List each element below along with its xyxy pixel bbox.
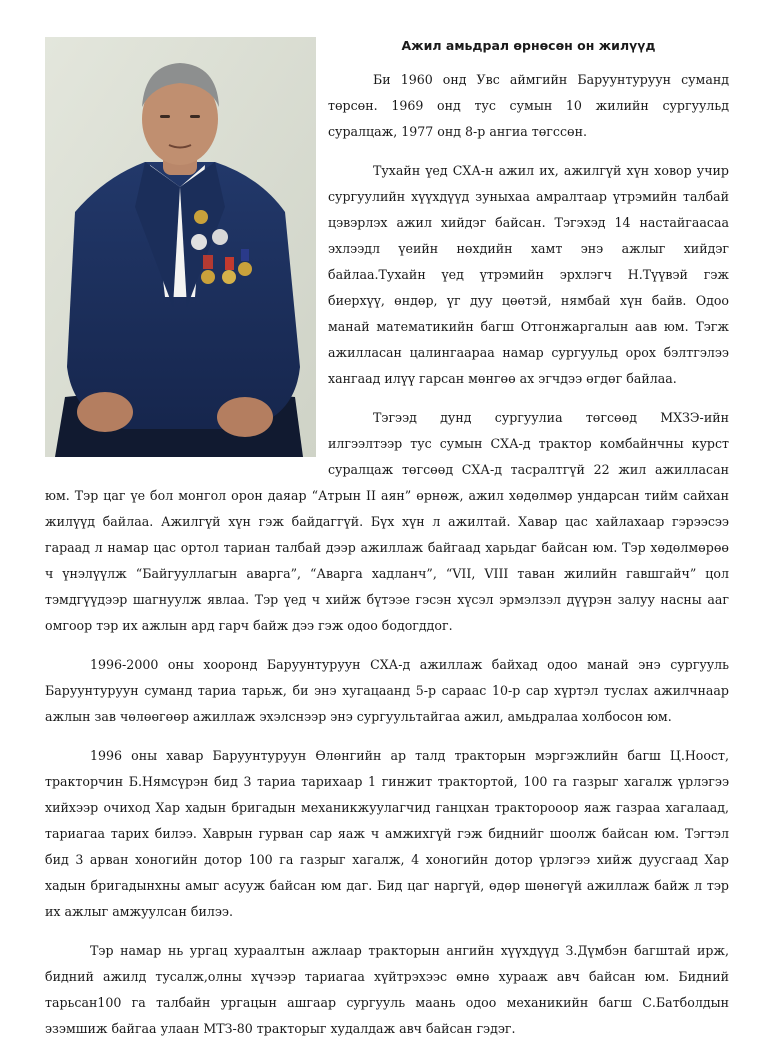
paragraph-6: Тэр намар нь ургац хураалтын ажлаар тракторын ангийн хүүхдүүд З.Дүмбэн багштай ирж, бидний ажилд тусалж,олны хүчээр тариагаа хүйтрэхээс өмнө хурааж авч байсан юм. Бидний тарьсан100 га талбайн ургацын ашгаар сургууль маань одоо механикийн багш С.Батболдын эзэмшиж байгаа улаан МТЗ-80 тракторыг худалдаж авч байсан гэдэг. [45, 943, 729, 1036]
paragraph-1: Би 1960 онд Увс аймгийн Баруунтуруун суманд төрсөн. 1969 онд тус сумын 10 жилийн сургуульд суралцаж, 1977 онд 8-р ангиа төгссөн. [328, 72, 729, 139]
paragraph-2: Тухайн үед СХА-н ажил их, ажилгүй хүн ховор учир сургуулийн хүүхдүүд зуныхаа амралтаар үтрэмийн талбай цэвэрлэх ажил хийдэг байсан. Тэгэхэд 14 настайгаасаа эхлээдл үеийн нөхдийн хамт энэ ажлыг хийдэг байлаа.Тухайн үед үтрэмийн эрхлэгч Н.Түүвэй гэж биерхүү, өндөр, үг дуу цөөтэй, нямбай хүн байв. Одоо манай математикийн багш Отгонжаргалын аав юм. Тэгж ажилласан цалингаараа намар сургуульд орох бэлтгэлээ хангаад илүү гарсан мөнгөө ах эгчдээ өгдөг байлаа. [328, 163, 729, 386]
portrait-illustration [45, 37, 316, 457]
paragraph-3: Тэгээд дунд сургуулиа төгсөөд МХЗЭ-ийн илгээлтээр тус сумын СХА-д трактор комбайнчны курст суралцаж төгсөөд СХА-д тасралтгүй 22 жил ажилласан юм. Тэр цаг үе бол монгол орон даяар “Атрын II аян” өрнөж, ажил хөдөлмөр ундарсан тийм сайхан жилүүд байлаа. Ажилгүй хүн гэж байдаггүй. Бүх хүн л ажилтай. Хавар цас хайлахаар гэрээсээ гараад л намар цас ортол тариан талбай дээр ажиллаж байгаад харьдаг байсан юм. Тэр хөдөлмөрөө ч үнэлүүлж “Байгууллагын аварга”, “Аварга хадланч”, “VII, VIII таван жилийн гавшгайч” цол тэмдгүүдээр шагнуулж явлаа. Тэр үед ч хийж бүтээе гэсэн хүсэл эрмэлзэл дүүрэн залуу насны ааг омгоор тэр их ажлын ард гарч байж дээ гэж одоо бодогддог. [45, 410, 729, 633]
paragraph-4: 1996-2000 оны хооронд Баруунтуруун СХА-д ажиллаж байхад одоо манай энэ сургууль Баруунтуруун суманд тариа тарьж, би энэ хугацаанд 5-р сараас 10-р сар хүртэл туслах ажилчнаар ажлын зав чөлөөгөөр ажиллаж эхэлснээр энэ сургуультайгаа ажил, амьдралаа холбосон юм. [45, 657, 729, 724]
document-title: Ажил амьдрал өрнөсөн он жилүүд [401, 38, 656, 53]
paragraph-5: 1996 оны хавар Баруунтуруун Өлөнгийн ар талд тракторын мэргэжлийн багш Ц.Ноост, тракторчин Б.Нямсүрэн бид 3 тариа тарихаар 1 гинжит тракторт​ой, 100 га газрыг хагалж үрлэгээ хийхээр очиход Хар хадын бригадын механикжуулагчид ганцхан тракторооор яаж газраа хагалаад, тариагаа тарих билээ. Хаврын гурван сар яаж ч амжихгүй гэж биднийг шоолж байсан юм. Тэгтэл бид 3 арван хоногийн дотор 100 га газрыг хагалж, 4 хоногийн дотор үрлэгээ хийж дуусгаад Хар хадын бригадынхны амыг асууж байсан юм даг. Бид цаг наргүй, өдөр шөнөгүй ажиллаж байж л тэр их ажлыг амжуулсан билээ. [45, 748, 729, 919]
portrait-photo [45, 37, 316, 457]
document-page [45, 37, 729, 1055]
